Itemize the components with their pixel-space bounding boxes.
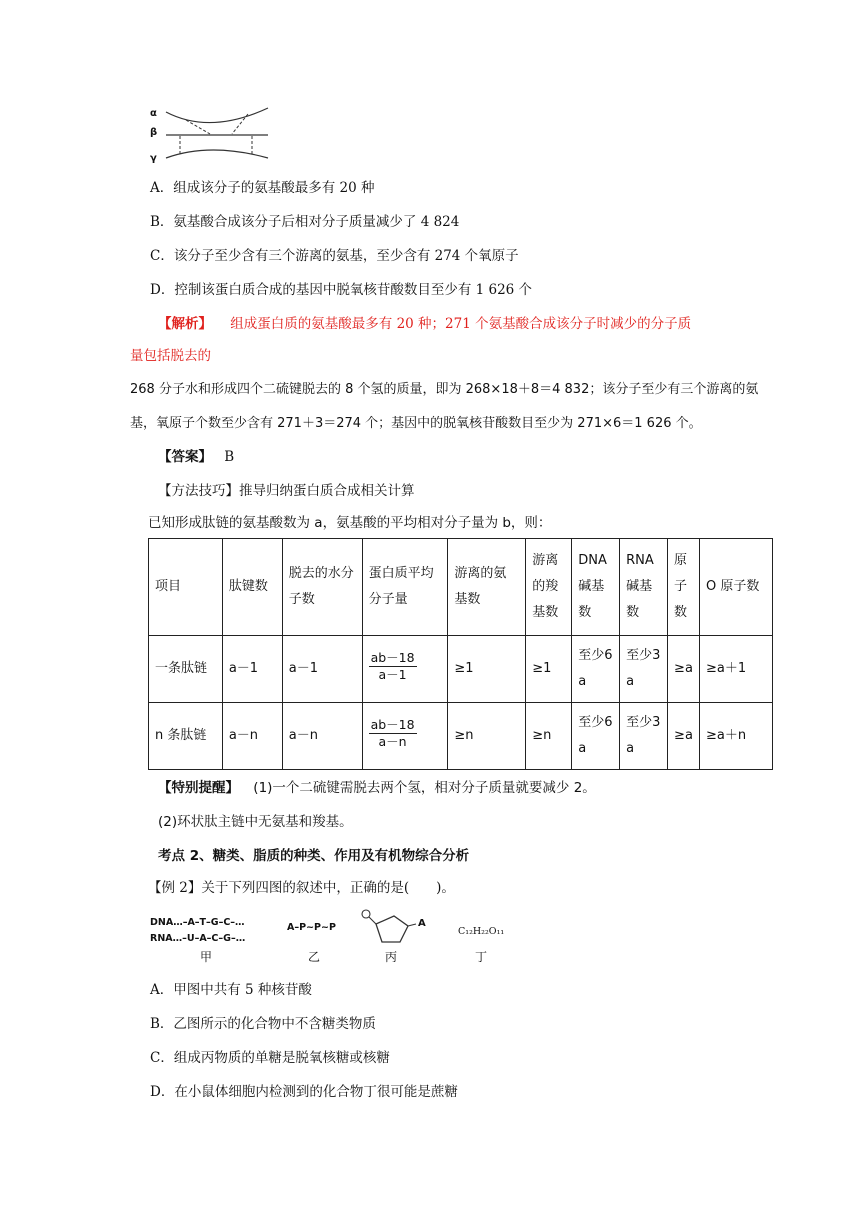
cell-rna: 至少3a [620,636,668,703]
cell-avg-mw [362,703,448,770]
fig-ding-formula: C₁₂H₂₂O₁₁ [458,926,505,937]
analysis-line-3: 268 分子水和形成四个二硫键脱去的 8 个氢的质量，即为 268×18＋8＝4 832；该分子至少有三个游离的氨 [130,382,759,397]
figure-label-gamma: γ [150,153,157,164]
analysis-line-4: 基，氧原子个数至少含有 271＋3＝274 个；基因中的脱氧核苷酸数目至少为 271×6＝1 626 个。 [130,416,702,431]
example-2-stem: 【例 2】关于下列四图的叙述中，正确的是( )。 [148,880,455,896]
cell-water: a－1 [282,636,362,703]
cell-dna: 至少6a [572,703,620,770]
table-row [149,703,773,770]
ex2-option-a: A．甲图中共有 5 种核苷酸 [150,982,312,998]
mw-denominator: a－1 [378,666,407,682]
mw-fraction [369,650,417,683]
cell-dna: 至少6a [572,636,620,703]
answer-tag: 【答案】 [158,449,212,465]
answer-value: B [224,449,235,465]
th-avg-mw: 蛋白质平均分子量 [362,539,448,636]
ex2-option-d: D．在小鼠体细胞内检测到的化合物丁很可能是蔗糖 [150,1084,458,1100]
fig-jia-label: 甲 [200,950,213,964]
cell-label: n 条肽链 [149,703,223,770]
cell-peptide: a－n [222,703,282,770]
cell-n-atoms: ≥a [668,703,700,770]
fig-jia-dna: DNA…–A–T–G–C–… [150,917,245,928]
fig-ding-label: 丁 [475,950,488,964]
cell-carboxyl: ≥1 [526,636,572,703]
mw-fraction [369,717,417,750]
th-free-amino: 游离的氨基数 [448,539,526,636]
reminder-line-1 [158,778,596,798]
analysis-text-1: 组成蛋白质的氨基酸最多有 20 种；271 个氨基酸合成该分子时减少的分子质 [230,316,692,332]
ex2-option-c: C．组成丙物质的单糖是脱氧核糖或核糖 [150,1050,390,1066]
table-header-row [149,539,773,636]
ex2-option-b: B．乙图所示的化合物中不含糖类物质 [150,1016,376,1032]
fig-yi-atp: A–P~P~P [287,922,336,933]
answer-line [158,447,234,467]
q1-option-b: B．氨基酸合成该分子后相对分子质量减少了 4 824 [150,214,460,230]
cell-n-atoms: ≥a [668,636,700,703]
q1-option-d: D．控制该蛋白质合成的基因中脱氧核苷酸数目至少有 1 626 个 [150,282,533,298]
fig-jia-rna: RNA…–U–A–C–G–… [150,933,246,944]
method-title: 【方法技巧】推导归纳蛋白质合成相关计算 [158,483,415,499]
cell-rna: 至少3a [620,703,668,770]
method-intro: 已知形成肽链的氨基酸数为 a，氨基酸的平均相对分子量为 b，则： [148,515,552,531]
th-free-carboxyl: 游离的羧基数 [526,539,572,636]
q1-option-c: C．该分子至少含有三个游离的氨基，至少含有 274 个氧原子 [150,248,519,264]
cell-o-atoms: ≥a＋1 [700,636,773,703]
section-2-title: 考点 2、糖类、脂质的种类、作用及有机物综合分析 [158,848,470,864]
mw-numerator: ab－18 [370,649,415,665]
figure-label-beta: β [150,127,158,138]
th-item: 项目 [149,539,223,636]
fig-bing-label: 丙 [385,950,398,964]
reminder-item-1: (1)一个二硫键需脱去两个氢，相对分子质量就要减少 2。 [253,780,596,796]
cell-avg-mw [362,636,448,703]
analysis-tag: 【解析】 [158,316,212,332]
reminder-tag: 【特别提醒】 [158,780,239,796]
fig-yi-label: 乙 [308,950,321,964]
cell-peptide: a－1 [222,636,282,703]
mw-denominator: a－n [378,733,407,749]
th-water: 脱去的水分子数 [282,539,362,636]
cell-water: a－n [282,703,362,770]
cell-carboxyl: ≥n [526,703,572,770]
th-dna-bases: DNA碱基数 [572,539,620,636]
protein-calc-table [148,538,773,770]
th-peptide-bonds: 肽键数 [222,539,282,636]
analysis-line-2: 量包括脱去的 [130,348,211,364]
reminder-item-2: (2)环状肽主链中无氨基和羧基。 [158,814,353,830]
cell-o-atoms: ≥a＋n [700,703,773,770]
th-rna-bases: RNA碱基数 [620,539,668,636]
chain-diagram-lines [160,100,280,170]
fig-bing-base: A [418,918,426,929]
th-o-atoms: O 原子数 [700,539,773,636]
q1-option-a: A．组成该分子的氨基酸最多有 20 种 [150,180,375,196]
th-atoms: 原子数 [668,539,700,636]
figure-label-alpha: α [150,108,157,119]
table-row [149,636,773,703]
cell-label: 一条肽链 [149,636,223,703]
mw-numerator: ab－18 [370,716,415,732]
cell-amino: ≥n [448,703,526,770]
analysis-line-1 [158,314,691,334]
cell-amino: ≥1 [448,636,526,703]
